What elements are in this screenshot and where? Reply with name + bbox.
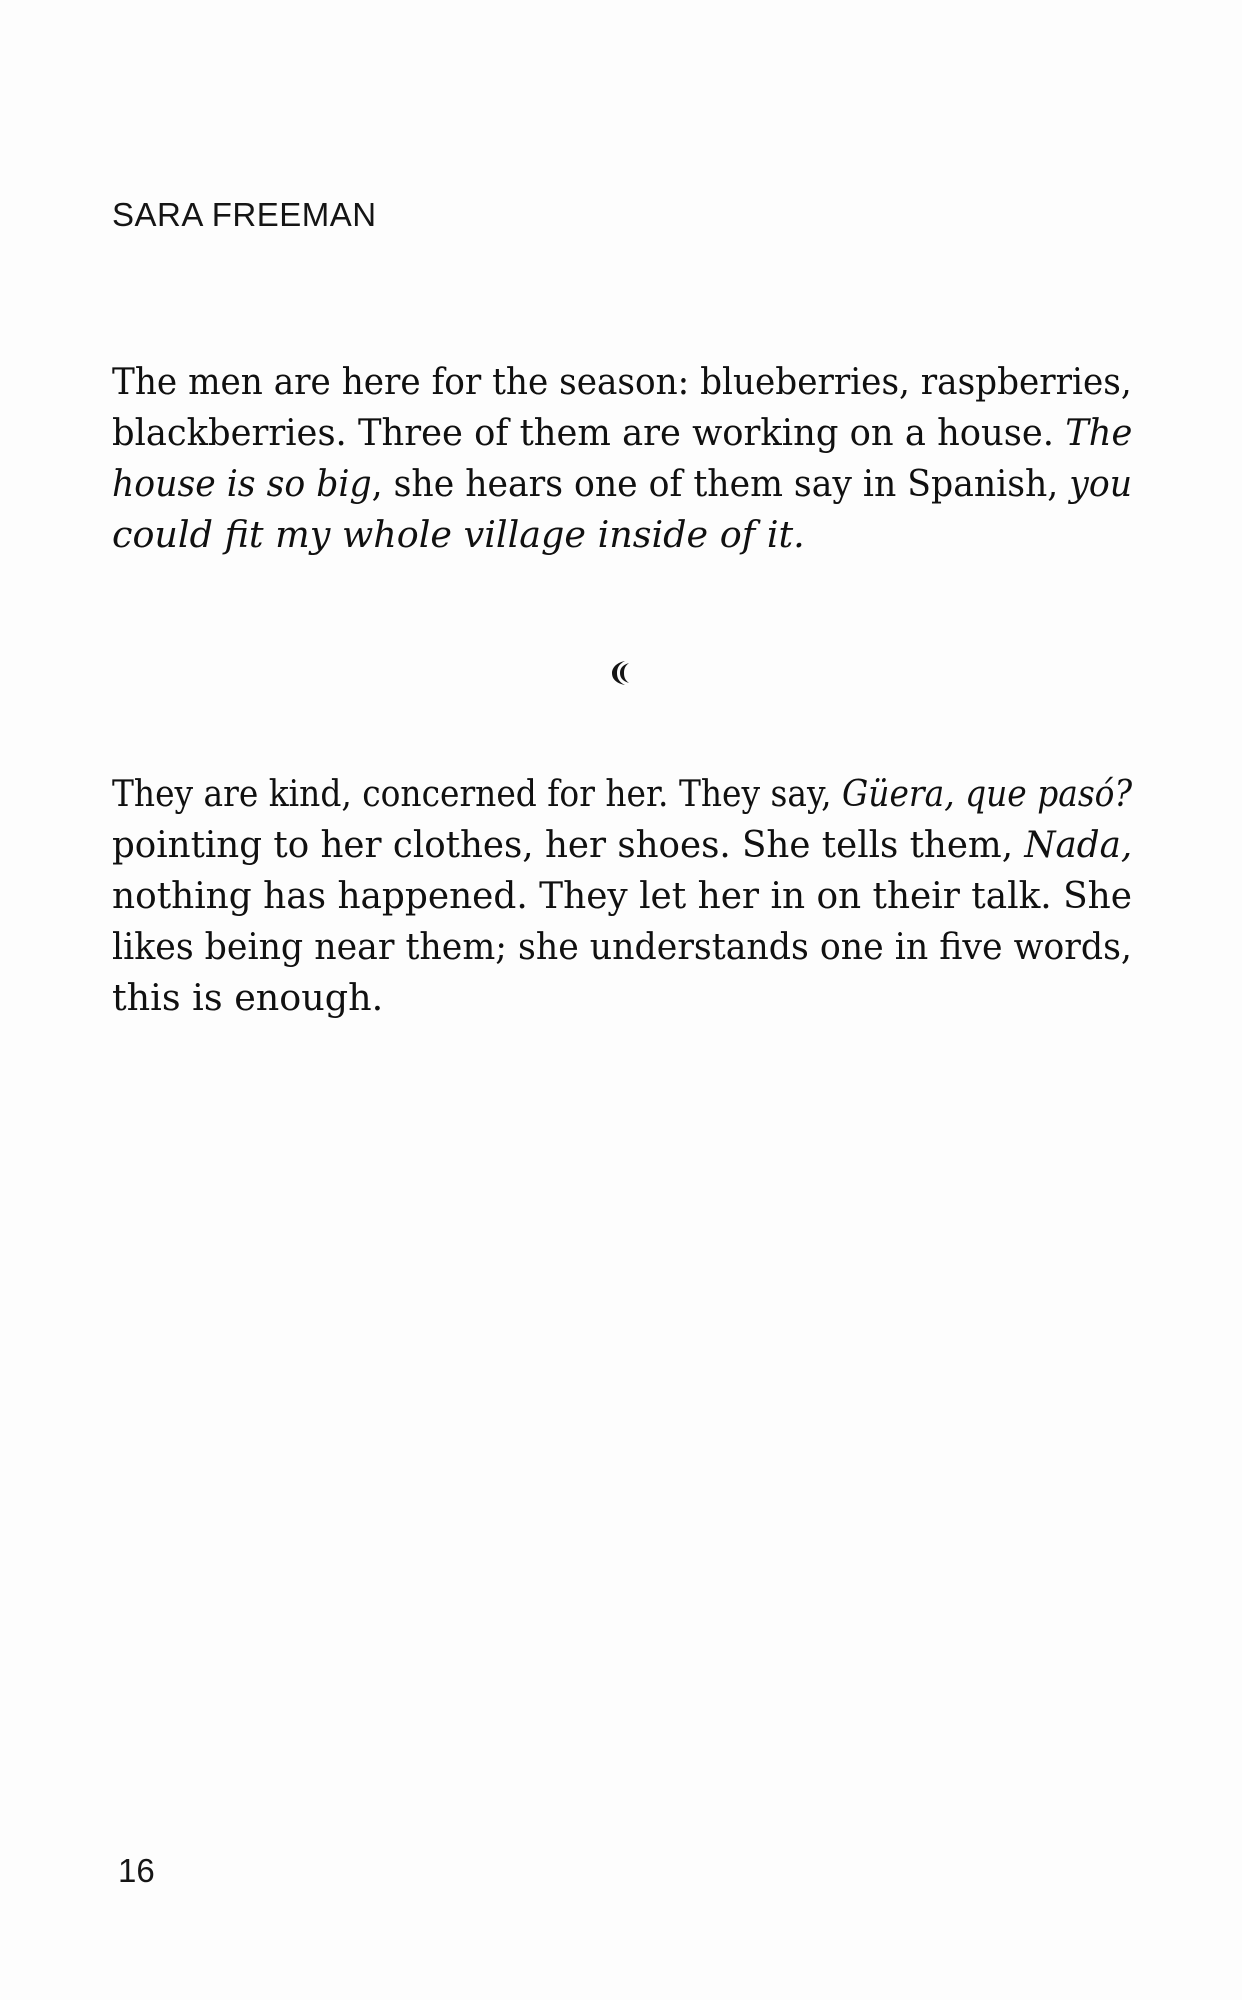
running-head-author: SARA FREEMAN (112, 196, 377, 233)
page-number: 16 (118, 1852, 155, 1889)
text-line (112, 768, 1133, 819)
text-line (112, 819, 1133, 870)
italic-text: Güera, que pasó? (842, 772, 1133, 815)
text-line (112, 356, 1132, 407)
italic-text: house is so big (112, 462, 372, 505)
text-line (112, 921, 1132, 972)
body-text: likes being near them; she understands one in five words, (112, 925, 1132, 968)
body-text: They are kind, concerned for her. They say, (112, 772, 843, 815)
italic-text: could fit my whole village inside of it. (112, 513, 805, 556)
text-line (112, 509, 1132, 560)
body-text: blackberries. Three of them are working on a house. (112, 411, 1066, 454)
body-text: nothing has happened. They let her in on their talk. She (112, 874, 1133, 917)
body-text: this is enough. (112, 976, 384, 1019)
italic-text: The (1065, 411, 1133, 454)
paragraph-1 (112, 356, 1132, 560)
text-line (112, 458, 1133, 509)
paragraph-2 (112, 768, 1132, 1023)
body-text: pointing to her clothes, her shoes. She tells them, (112, 823, 1025, 866)
text-line (112, 870, 1133, 921)
text-line (112, 407, 1133, 458)
italic-text: you (1069, 462, 1133, 505)
body-text: , she hears one of them say in Spanish, (371, 462, 1070, 505)
body-text: The men are here for the season: blueberries, raspberries, (112, 360, 1132, 403)
text-line (112, 972, 1132, 1023)
italic-text: Nada, (1024, 823, 1133, 866)
crescent-moon-icon (603, 655, 639, 691)
